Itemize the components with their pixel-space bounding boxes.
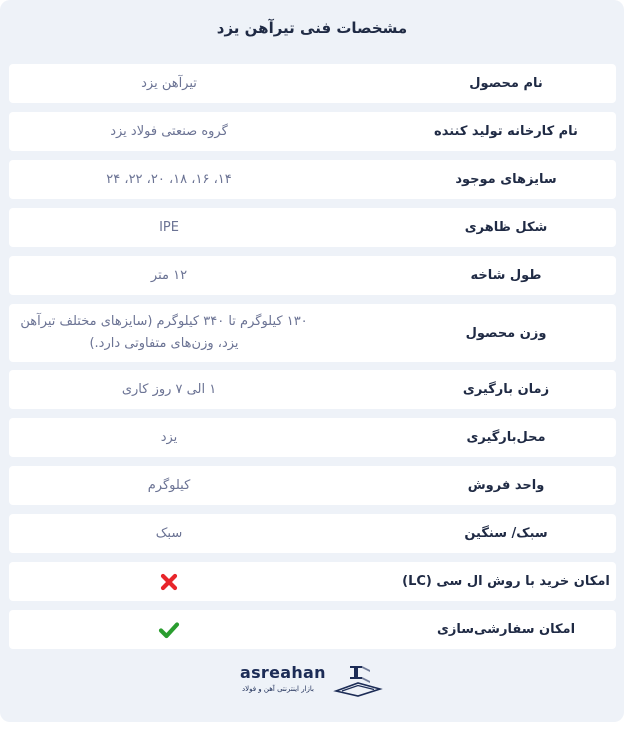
logo-tagline: بازار اینترنتی آهن و فولاد — [242, 685, 314, 693]
brand-logo — [240, 663, 390, 701]
row-label: زمان بارگیری — [462, 382, 550, 397]
table-row — [9, 562, 616, 601]
row-label: امکان خرید با روش ال سی (LC) — [402, 574, 610, 589]
table-row — [9, 466, 616, 505]
table-row — [9, 418, 616, 457]
row-value: گروه صنعتی فولاد یزد — [110, 123, 228, 139]
row-label: وزن محصول — [465, 325, 547, 341]
row-label: طول شاخه — [470, 268, 542, 283]
row-value: ۱۳۰ کیلوگرم تا ۳۴۰ کیلوگرم (سایزهای مختلف تیرآهن یزد، وزن‌های متفاوتی دارد.) — [20, 314, 308, 351]
table-row — [9, 610, 616, 649]
row-label: نام کارخانه تولید کننده — [434, 124, 578, 139]
row-value — [9, 562, 329, 601]
table-row — [9, 370, 616, 409]
row-label: سبک/ سنگین — [464, 526, 548, 541]
row-label: نام محصول — [469, 76, 543, 91]
row-value: ۱ الی ۷ روز کاری — [121, 381, 217, 397]
row-label: شکل ظاهری — [464, 220, 548, 235]
row-value: تیرآهن یزد — [141, 75, 197, 91]
cross-icon — [160, 573, 178, 591]
row-label: امکان سفارشی‌سازی — [436, 622, 576, 637]
table-row — [9, 304, 616, 362]
table-row — [9, 256, 616, 295]
row-value: کیلوگرم — [147, 477, 191, 493]
table-row — [9, 160, 616, 199]
logo-wordmark: asreahan — [240, 663, 326, 682]
table-row — [9, 64, 616, 103]
page-title: مشخصات فنی تیرآهن یزد — [216, 19, 408, 37]
row-label: واحد فروش — [467, 478, 545, 493]
table-row — [9, 112, 616, 151]
row-value: یزد — [160, 429, 178, 445]
steel-beam-icon — [332, 663, 384, 697]
check-icon — [158, 621, 180, 639]
table-row — [9, 514, 616, 553]
row-value: ۱۴، ۱۶، ۱۸، ۲۰، ۲۲، ۲۴ — [106, 171, 232, 187]
row-value: ۱۲ متر — [150, 267, 188, 283]
row-value — [9, 610, 329, 649]
row-value: IPE — [159, 219, 179, 235]
row-label: محل‌بارگیری — [466, 430, 546, 445]
row-label: سایزهای موجود — [455, 172, 557, 187]
row-value: سبک — [155, 525, 183, 541]
table-row — [9, 208, 616, 247]
